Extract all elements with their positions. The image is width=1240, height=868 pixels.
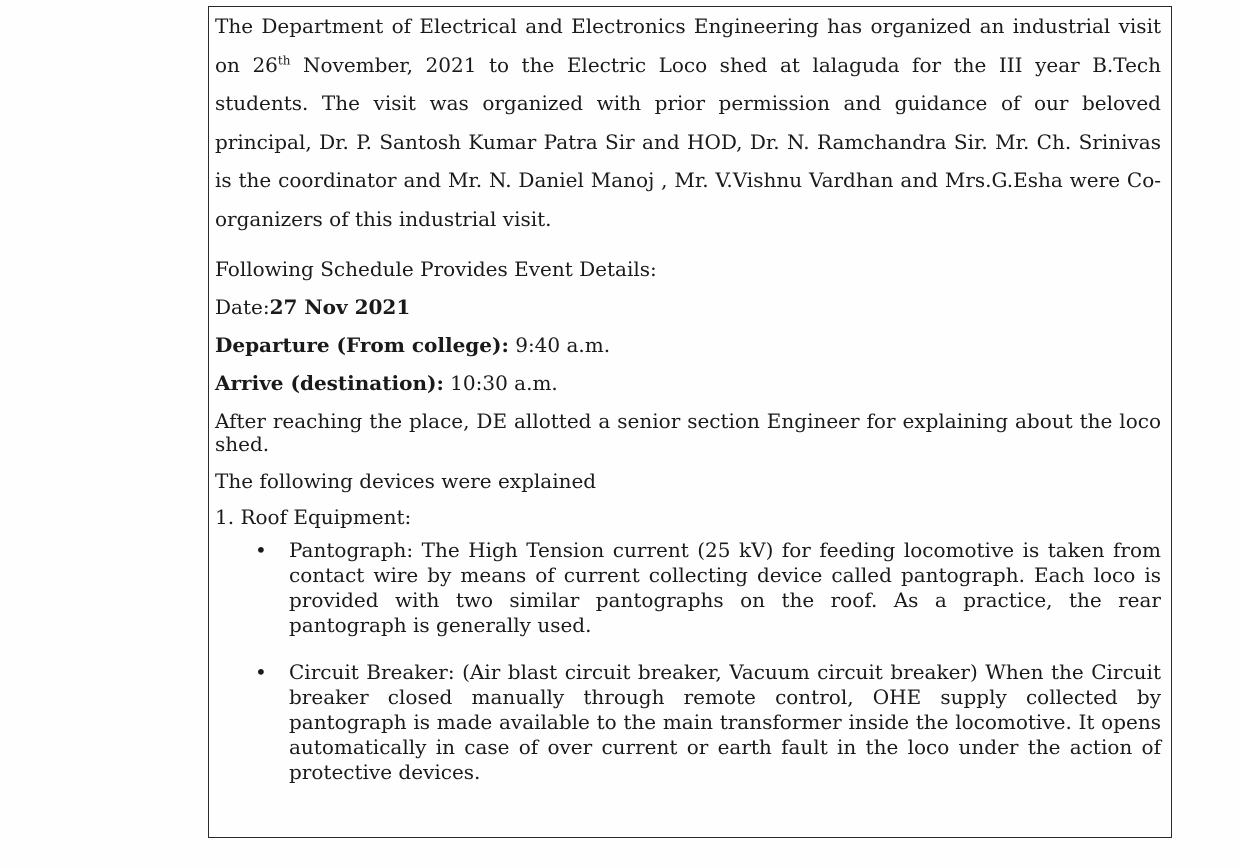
after-reaching-paragraph: After reaching the place, DE allotted a senior section Engineer for explaining about the loco shed. [215,409,1161,456]
bullet-icon: • [255,538,267,562]
intro-paragraph [215,7,1161,238]
departure-value: 9:40 a.m. [508,333,611,357]
arrive-value: 10:30 a.m. [443,371,558,395]
list-item-circuit-breaker [215,660,1161,785]
date-label: Date: [215,295,270,319]
schedule-date [215,288,1161,326]
date-value: 27 Nov 2021 [269,295,411,319]
list-item-text: Pantograph: The High Tension current (25 kV) for feeding locomotive is taken from contact wire by means of current collecting device called pantograph. Each loco is provided with two similar pantographs on the roof. As a practice, the rear pantograph is generally used. [289,538,1161,637]
schedule-arrive [215,364,1161,402]
report-box [208,6,1172,838]
intro-text-1: The Department of Electrical and Electronics Engineering has organized an industrial visit on 26 [215,14,1161,77]
departure-label: Departure (From college): [215,333,509,357]
intro-superscript: th [277,52,291,67]
devices-intro: The following devices were explained [215,469,597,493]
roof-equipment-list [215,538,1161,785]
list-item-pantograph [215,538,1161,638]
section-title-roof-equipment: 1. Roof Equipment: [215,505,412,529]
intro-text-2: November, 2021 to the Electric Loco shed at lalaguda for the III year B.Tech students. The visit was organized with prior permission and guidance of our beloved principal, Dr. P. Santosh Kumar Patra Sir and HOD, Dr. N. Ramchandra Sir. Mr. Ch. Srinivas is the coordinator and Mr. N. Daniel Manoj , Mr. V.Vishnu Vardhan and Mrs.G.Esha were Co-organizers of this industrial visit. [215,52,1161,231]
schedule-heading: Following Schedule Provides Event Details: [215,257,657,281]
list-item-text: Circuit Breaker: (Air blast circuit breaker, Vacuum circuit breaker) When the Circuit breaker closed manually through remote control, OHE supply collected by pantograph is made available to the main transformer inside the locomotive. It opens automatically in case of over current or earth fault in the loco under the action of protective devices. [289,660,1161,784]
schedule-departure [215,326,1161,364]
arrive-label: Arrive (destination): [215,371,444,395]
bullet-icon: • [255,660,267,684]
